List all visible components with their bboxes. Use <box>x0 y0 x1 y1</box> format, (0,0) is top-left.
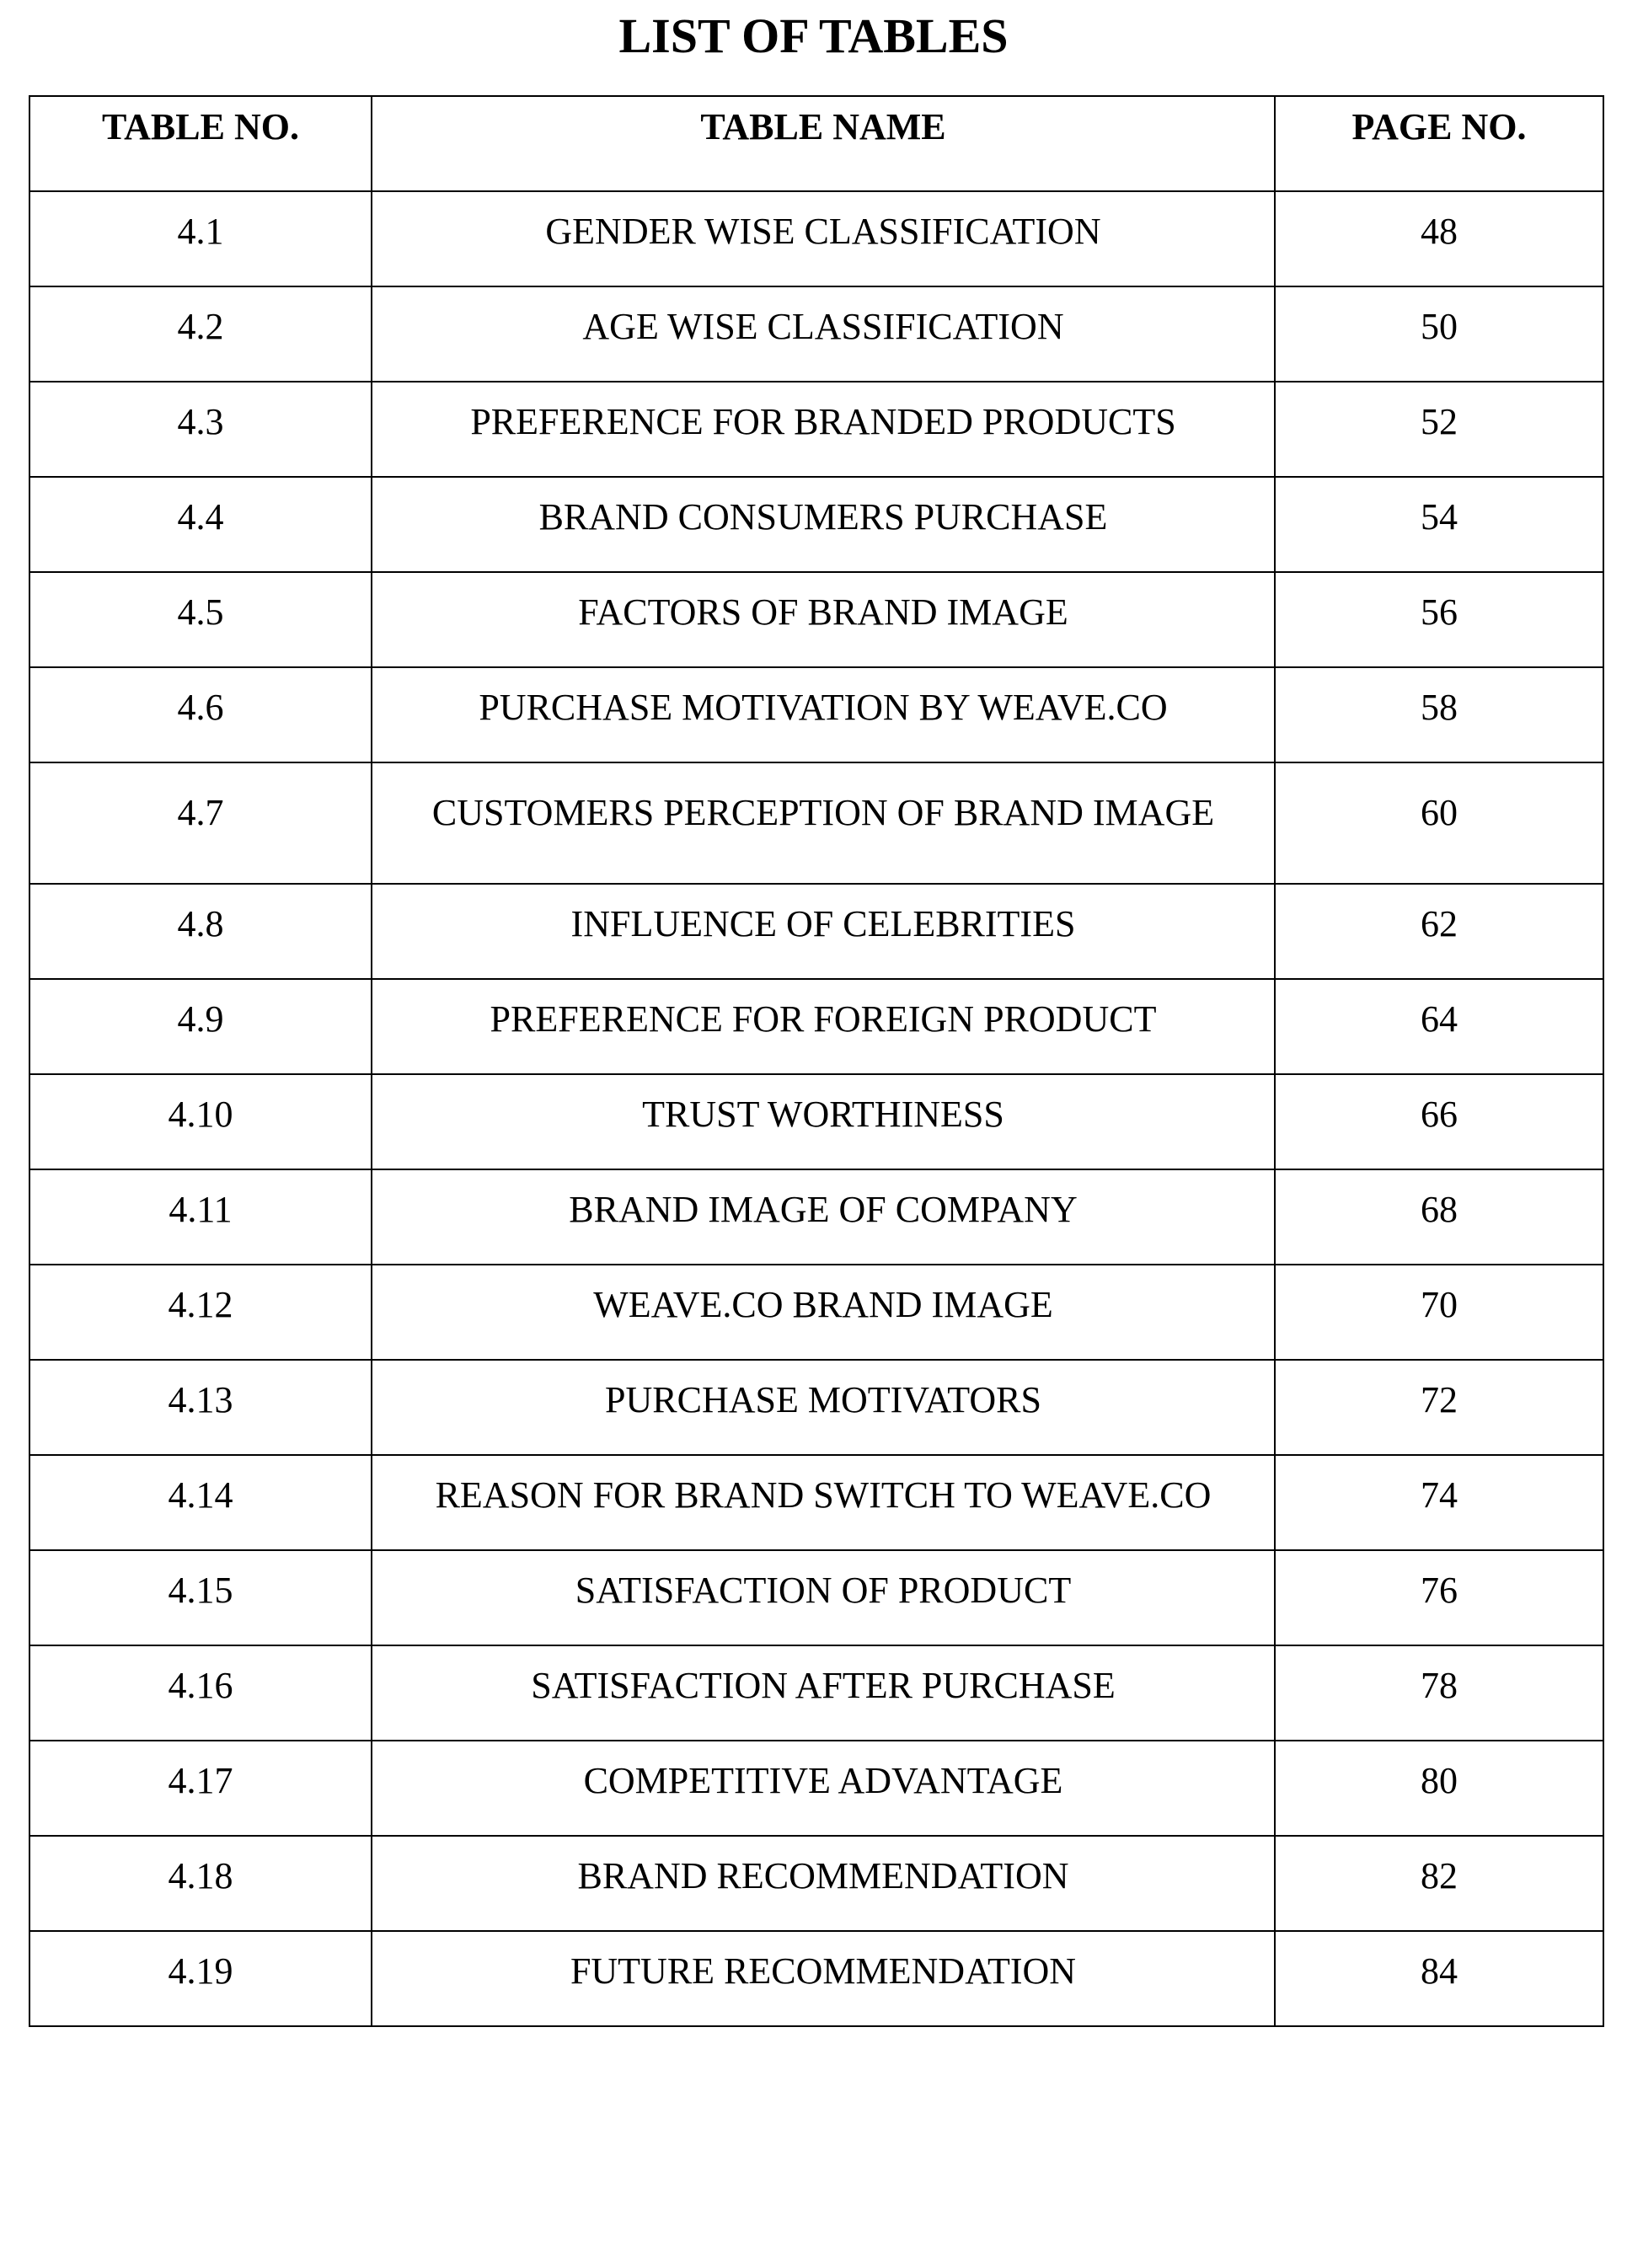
table-row <box>29 1455 1603 1550</box>
cell-page-no: 66 <box>1275 1074 1603 1169</box>
table-row <box>29 1550 1603 1645</box>
cell-table-no: 4.17 <box>29 1741 372 1836</box>
table-row <box>29 979 1603 1074</box>
header-page-no: PAGE NO. <box>1275 96 1603 191</box>
table-row <box>29 667 1603 762</box>
cell-page-no: 48 <box>1275 191 1603 286</box>
cell-table-no: 4.12 <box>29 1265 372 1360</box>
cell-table-no: 4.19 <box>29 1931 372 2026</box>
table-row <box>29 1265 1603 1360</box>
cell-table-name: PURCHASE MOTIVATORS <box>372 1360 1275 1455</box>
table-row <box>29 1074 1603 1169</box>
table-row <box>29 191 1603 286</box>
table-row <box>29 762 1603 884</box>
cell-table-name: SATISFACTION AFTER PURCHASE <box>372 1645 1275 1741</box>
cell-table-name: SATISFACTION OF PRODUCT <box>372 1550 1275 1645</box>
cell-table-name: FACTORS OF BRAND IMAGE <box>372 572 1275 667</box>
cell-table-name: CUSTOMERS PERCEPTION OF BRAND IMAGE <box>372 762 1275 884</box>
cell-table-no: 4.11 <box>29 1169 372 1265</box>
cell-table-no: 4.8 <box>29 884 372 979</box>
cell-page-no: 80 <box>1275 1741 1603 1836</box>
cell-table-no: 4.15 <box>29 1550 372 1645</box>
table-row <box>29 477 1603 572</box>
header-table-no: TABLE NO. <box>29 96 372 191</box>
cell-table-name: BRAND IMAGE OF COMPANY <box>372 1169 1275 1265</box>
table-row <box>29 382 1603 477</box>
cell-page-no: 62 <box>1275 884 1603 979</box>
cell-page-no: 52 <box>1275 382 1603 477</box>
cell-table-name: PURCHASE MOTIVATION BY WEAVE.CO <box>372 667 1275 762</box>
table-row <box>29 1169 1603 1265</box>
cell-page-no: 78 <box>1275 1645 1603 1741</box>
cell-table-no: 4.13 <box>29 1360 372 1455</box>
cell-page-no: 50 <box>1275 286 1603 382</box>
cell-table-name: WEAVE.CO BRAND IMAGE <box>372 1265 1275 1360</box>
cell-table-no: 4.4 <box>29 477 372 572</box>
table-row <box>29 572 1603 667</box>
cell-page-no: 64 <box>1275 979 1603 1074</box>
cell-table-name: REASON FOR BRAND SWITCH TO WEAVE.CO <box>372 1455 1275 1550</box>
cell-table-name: BRAND CONSUMERS PURCHASE <box>372 477 1275 572</box>
table-row <box>29 884 1603 979</box>
table-row <box>29 286 1603 382</box>
cell-table-no: 4.16 <box>29 1645 372 1741</box>
cell-table-name: TRUST WORTHINESS <box>372 1074 1275 1169</box>
cell-page-no: 84 <box>1275 1931 1603 2026</box>
cell-page-no: 56 <box>1275 572 1603 667</box>
cell-table-no: 4.14 <box>29 1455 372 1550</box>
cell-table-no: 4.6 <box>29 667 372 762</box>
cell-page-no: 70 <box>1275 1265 1603 1360</box>
cell-table-name: AGE WISE CLASSIFICATION <box>372 286 1275 382</box>
header-table-name: TABLE NAME <box>372 96 1275 191</box>
table-body <box>29 191 1603 2026</box>
table-row <box>29 1836 1603 1931</box>
cell-table-no: 4.18 <box>29 1836 372 1931</box>
table-row <box>29 1931 1603 2026</box>
table-row <box>29 1360 1603 1455</box>
cell-table-name: COMPETITIVE ADVANTAGE <box>372 1741 1275 1836</box>
cell-table-name: PREFERENCE FOR FOREIGN PRODUCT <box>372 979 1275 1074</box>
cell-table-name: BRAND RECOMMENDATION <box>372 1836 1275 1931</box>
cell-table-no: 4.3 <box>29 382 372 477</box>
cell-table-name: INFLUENCE OF CELEBRITIES <box>372 884 1275 979</box>
cell-page-no: 82 <box>1275 1836 1603 1931</box>
cell-table-name: GENDER WISE CLASSIFICATION <box>372 191 1275 286</box>
page-title: LIST OF TABLES <box>618 8 1009 63</box>
cell-table-no: 4.5 <box>29 572 372 667</box>
cell-page-no: 68 <box>1275 1169 1603 1265</box>
cell-table-no: 4.9 <box>29 979 372 1074</box>
table-row <box>29 1645 1603 1741</box>
cell-table-no: 4.7 <box>29 762 372 884</box>
cell-table-name: PREFERENCE FOR BRANDED PRODUCTS <box>372 382 1275 477</box>
cell-page-no: 60 <box>1275 762 1603 884</box>
cell-page-no: 72 <box>1275 1360 1603 1455</box>
cell-page-no: 58 <box>1275 667 1603 762</box>
cell-table-name: FUTURE RECOMMENDATION <box>372 1931 1275 2026</box>
cell-page-no: 76 <box>1275 1550 1603 1645</box>
list-of-tables <box>29 95 1604 2027</box>
cell-table-no: 4.2 <box>29 286 372 382</box>
table-header-row <box>29 96 1603 191</box>
cell-table-no: 4.1 <box>29 191 372 286</box>
cell-page-no: 54 <box>1275 477 1603 572</box>
cell-table-no: 4.10 <box>29 1074 372 1169</box>
cell-page-no: 74 <box>1275 1455 1603 1550</box>
table-row <box>29 1741 1603 1836</box>
